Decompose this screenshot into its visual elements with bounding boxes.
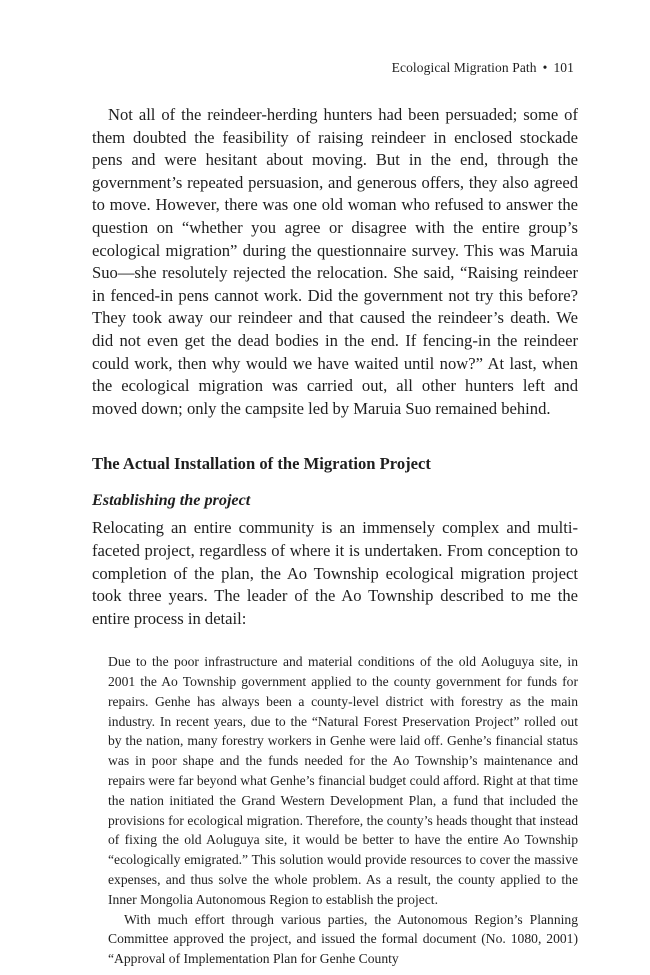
body-paragraph-2: Relocating an entire community is an immensely complex and multi-faceted project, regardless of where it is undertaken. From conception to completion of the plan, the Ao Township ecological migration project took three years. The leader of the Ao Township described to me the entire process in detail:	[92, 518, 578, 628]
page-number: 101	[553, 60, 574, 75]
block-quote-paragraph-1: Due to the poor infrastructure and material conditions of the old Aoluguya site, in 2001 the Ao Township government applied to the county government for funds for repairs. Genhe has always been a county-level district with forestry as the main industry. In recent years, due to the “Natural Forest Preservation Project” rolled out by the nation, many forestry workers in Genhe were laid off. Genhe’s financial status was in poor shape and the funds needed for the Ao Township’s maintenance and repairs were far beyond what Genhe’s financial budget could afford. Right at that time the nation initiated the Grand Western Development Plan, a fund that included the provisions for ecological migration. Therefore, the county’s heads thought that instead of fixing the old Aoluguya site, it would be better to have the entire Ao Township “ecologically emigrated.” This solution would provide resources to cover the massive expenses, and thus solve the whole problem. As a result, the county applied to the Inner Mongolia Autonomous Region to establish the project.	[108, 654, 578, 907]
subsection-title: Establishing the project	[92, 491, 251, 510]
running-title: Ecological Migration Path	[391, 60, 537, 75]
section-title: The Actual Installation of the Migration Project	[92, 454, 431, 474]
running-header	[392, 60, 574, 76]
bullet-separator: •	[542, 60, 548, 75]
block-quote	[108, 652, 578, 969]
page-body	[92, 104, 578, 969]
body-paragraph-1: Not all of the reindeer-herding hunters had been persuaded; some of them doubted the feasibility of raising reindeer in enclosed stockade pens and were hesitant about moving. But in the end, through the government’s repeated persuasion, and generous offers, they also agreed to move. However, there was one old woman who refused to answer the question on “whether you agree or disagree with the entire group’s ecological migration” during the questionnaire survey. This was Maruia Suo—she resolutely rejected the relocation. She said, “Raising reindeer in fenced-in pens cannot work. Did the government not try this before? They took away our reindeer and that caused the reindeer’s death. We did not even get the dead bodies in the end. If fencing-in the reindeer could work, then why would we have waited until now?” At last, when the ecological migration was carried out, all other hunters left and moved down; only the campsite led by Maruia Suo remained behind.	[92, 105, 578, 418]
block-quote-paragraph-2: With much effort through various parties, the Autonomous Region’s Planning Committee approved the project, and issued the formal document (No. 1080, 2001) “Approval of Implementation Plan for Genhe County	[108, 911, 578, 967]
